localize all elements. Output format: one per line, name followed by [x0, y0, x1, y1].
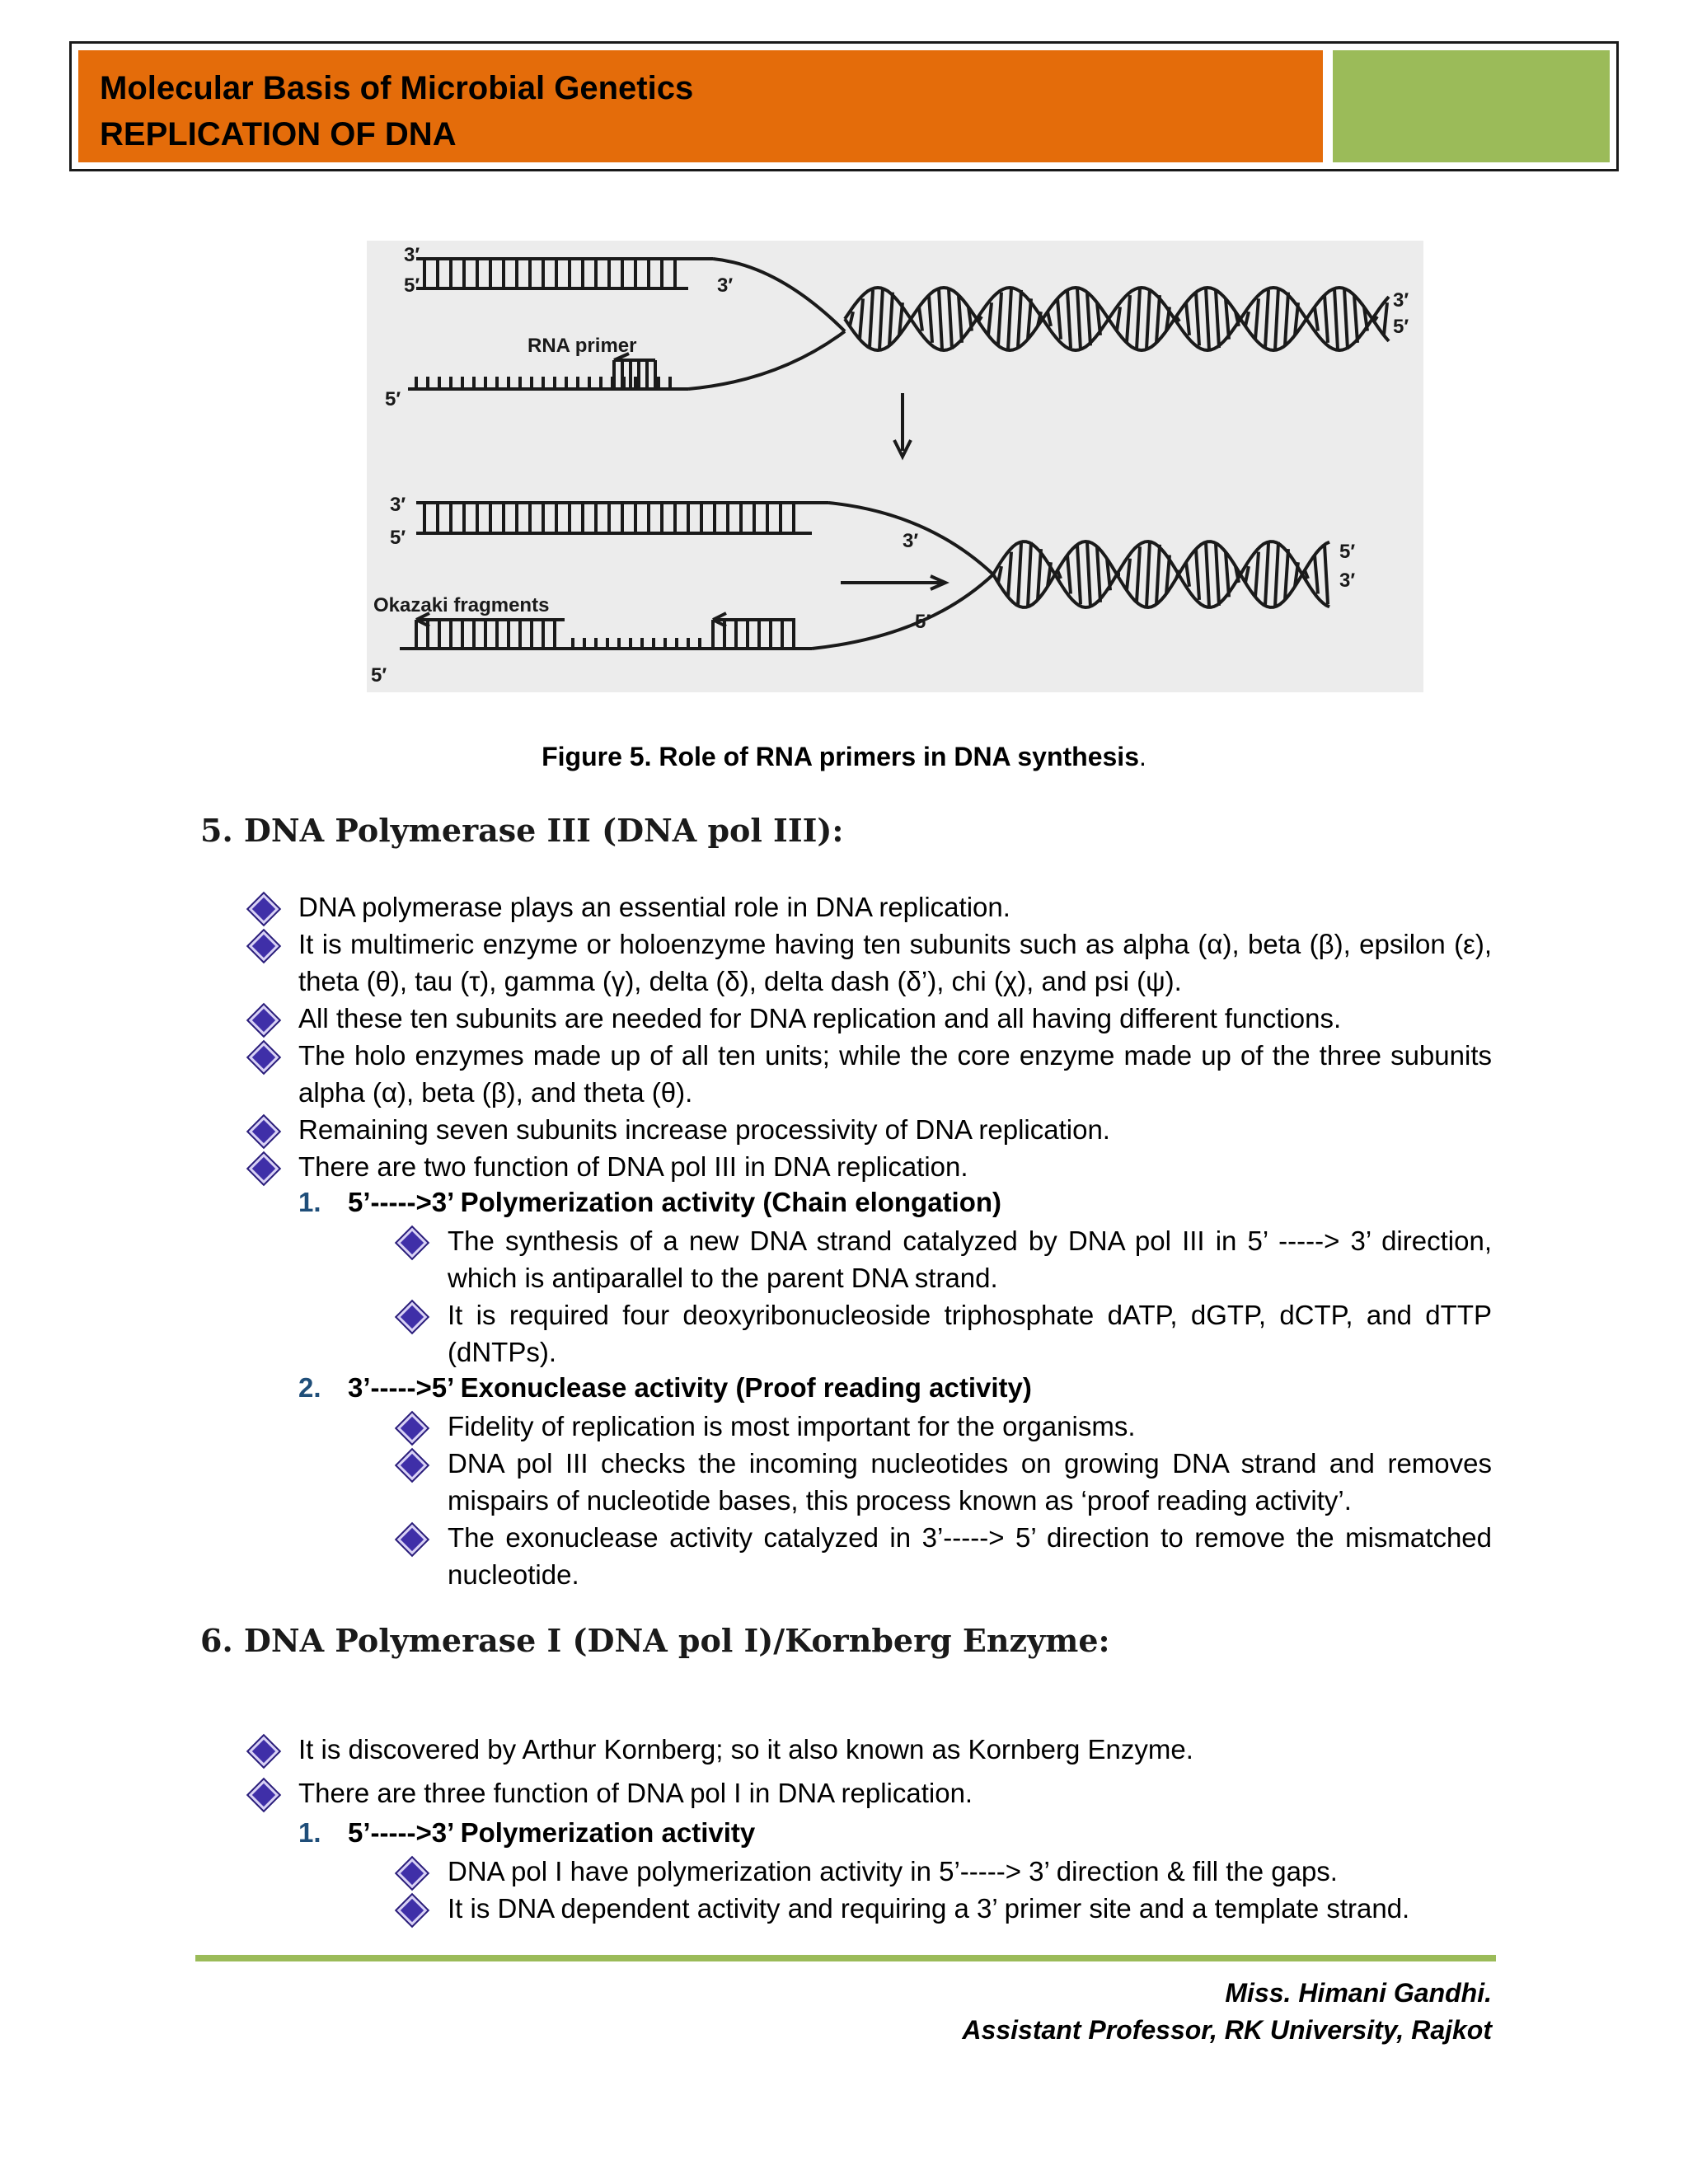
helix-rung — [1216, 543, 1219, 606]
helix-rung — [1216, 290, 1219, 348]
label-3prime-bottom-mid: 3′ — [903, 530, 919, 552]
s6-bullet-1: It is discovered by Arthur Kornberg; so it also known as Kornberg Enzyme. — [298, 1734, 1193, 1765]
helix-rung — [959, 295, 962, 343]
s6-sub1-bullet-2: It is DNA dependent activity and requiring a 3’ primer site and a template strand. — [448, 1893, 1410, 1924]
helix-rung — [1087, 541, 1090, 607]
helix-rung — [1137, 288, 1140, 349]
author-name: Miss. Himani Gandhi. — [1225, 1978, 1492, 2008]
helix-rung — [1028, 298, 1031, 339]
helix-rung — [1028, 542, 1031, 607]
bullet-diamond-icon — [249, 894, 279, 925]
s5-sub1-number: 1. — [298, 1187, 321, 1217]
bullet-diamond-icon — [397, 1858, 428, 1889]
helix-rung — [1186, 302, 1189, 335]
figure-caption — [0, 742, 1688, 772]
header-accent-block — [1333, 50, 1610, 162]
lagging-ticks — [416, 360, 670, 389]
header-topic: REPLICATION OF DNA — [100, 116, 457, 152]
bullet-diamond-icon — [397, 1525, 428, 1555]
s5-bullet-1: DNA polymerase plays an essential role in DNA replication. — [298, 892, 1010, 922]
helix-rung — [1127, 559, 1130, 591]
helix-rung — [998, 293, 1001, 346]
helix-rung — [1206, 542, 1209, 607]
label-3prime-top: 3′ — [404, 244, 420, 266]
helix-rung — [1156, 295, 1160, 343]
s5-sub2-bullet-1: Fidelity of replication is most important for the organisms. — [448, 1411, 1136, 1441]
helix-rung — [1315, 555, 1318, 593]
helix-rung — [879, 288, 883, 350]
helix-rung — [929, 295, 932, 343]
bullet-diamond-icon — [397, 1228, 428, 1258]
fork-lower-arm-bottom — [812, 574, 993, 649]
header-title-block — [78, 50, 1323, 162]
helix-rung — [1196, 549, 1199, 600]
s5-bullet-3: All these ten subunits are needed for DNA replication and all having different functions. — [298, 1003, 1342, 1033]
s6-bullet-2: There are three function of DNA pol I in DNA replication. — [298, 1778, 973, 1808]
helix-rung — [1087, 293, 1090, 346]
label-5prime-bottom-lower: 5′ — [371, 664, 387, 687]
helix-rung — [1226, 552, 1229, 598]
s6-sub1-number: 1. — [298, 1817, 321, 1848]
bullet-diamond-icon — [249, 1043, 279, 1073]
helix-rung — [1196, 293, 1199, 346]
helix-rung — [1008, 288, 1011, 350]
helix-rung — [1146, 541, 1150, 607]
helix-rung — [988, 302, 992, 335]
helix-rung — [1334, 288, 1338, 349]
helix-rung — [1275, 288, 1278, 350]
section-6-heading: 6. DNA Polymerase I (DNA pol I)/Kornberg Enzyme: — [200, 1622, 1110, 1659]
helix-rung — [998, 566, 1001, 583]
replication-fork-diagram — [367, 241, 1423, 692]
s5-bullet-5: Remaining seven subunits increase processivity of DNA replication. — [298, 1114, 1110, 1145]
footer-divider — [195, 1955, 1496, 1961]
bullet-diamond-icon — [249, 1154, 279, 1184]
bullet-diamond-icon — [397, 1896, 428, 1926]
s5-sub2-bullet-3: The exonuclease activity catalyzed in 3’-----> 5’ direction to remove the mismatched nucleotide. — [448, 1522, 1492, 1590]
bullet-diamond-icon — [249, 1117, 279, 1147]
helix-rung — [1325, 545, 1328, 604]
helix-rung — [1067, 555, 1071, 593]
helix-rung — [1265, 543, 1268, 606]
helix-rung — [1156, 545, 1160, 604]
figure-caption-period: . — [1138, 742, 1146, 771]
bullet-diamond-icon — [249, 1005, 279, 1036]
helix-rung — [1008, 552, 1011, 598]
bullet-diamond-icon — [397, 1413, 428, 1444]
helix-rung — [1067, 290, 1071, 348]
helix-rung — [1127, 295, 1130, 343]
s5-sub2-number: 2. — [298, 1372, 321, 1403]
helix-rung — [1057, 298, 1061, 339]
s5-sub2-title: 3’----->5’ Exonuclease activity (Proof reading activity) — [348, 1372, 1032, 1403]
s5-bullet-2: It is multimeric enzyme or holoenzyme having ten subunits such as alpha (α), beta (β), epsilon (ε), theta (θ), tau (τ), gamma (γ), delta (δ), delta dash (δ’), chi (χ), and psi (ψ). — [298, 929, 1492, 996]
bullet-diamond-icon — [397, 1302, 428, 1333]
helix-rung — [1285, 549, 1288, 600]
label-3prime-bottom-right: 3′ — [1339, 569, 1356, 592]
helix-rung — [1206, 288, 1209, 350]
bullet-diamond-icon — [249, 1736, 279, 1767]
helix-rung — [1315, 307, 1318, 330]
s5-sub1-title: 5’----->3’ Polymerization activity (Chain elongation) — [348, 1187, 1002, 1217]
author-role: Assistant Professor, RK University, Rajkot — [962, 2015, 1492, 2045]
section-5-heading: 5. DNA Polymerase III (DNA pol III): — [200, 812, 844, 849]
helix-rung — [1146, 288, 1150, 349]
s6-sub1-title: 5’----->3’ Polymerization activity — [348, 1817, 756, 1848]
label-5prime-top: 5′ — [404, 274, 420, 297]
bullet-diamond-icon — [249, 931, 279, 962]
helix-rung — [1077, 545, 1081, 604]
label-5prime-lower: 5′ — [385, 388, 401, 410]
helix-rung — [1275, 542, 1278, 607]
helix-rung — [1265, 290, 1268, 348]
helix-rung — [1097, 546, 1100, 602]
replication-fork-figure — [367, 241, 1423, 692]
helix-rung — [889, 293, 893, 346]
helix-rung — [1018, 290, 1021, 348]
helix-rung — [939, 288, 942, 349]
header-subject: Molecular Basis of Microbial Genetics — [100, 70, 694, 106]
helix-rung — [1255, 552, 1259, 598]
helix-rung — [1226, 298, 1229, 339]
bullet-diamond-icon — [397, 1451, 428, 1481]
helix-rung — [1117, 307, 1120, 330]
helix-rung — [1255, 298, 1259, 339]
label-5prime-right: 5′ — [1393, 316, 1409, 338]
helix-rung — [1245, 566, 1249, 583]
bullet-diamond-icon — [249, 1780, 279, 1811]
label-okazaki-fragments: Okazaki fragments — [373, 594, 550, 616]
helix-rung — [1384, 302, 1387, 335]
s5-sub1-bullet-1: The synthesis of a new DNA strand catalyzed by DNA pol III in 5’ -----> 3’ direction, which is antiparallel to the parent DNA strand. — [448, 1226, 1492, 1293]
base-pair-rungs-bottom — [416, 503, 794, 649]
helix-rung — [1137, 546, 1140, 602]
helix-rung — [949, 288, 952, 349]
label-3prime-bottom-top: 3′ — [390, 494, 406, 516]
header-banner — [69, 41, 1619, 171]
helix-rung — [1325, 295, 1328, 343]
s5-bullet-6: There are two function of DNA pol III in DNA replication. — [298, 1151, 968, 1182]
label-5prime-bottom-mid: 5′ — [915, 611, 931, 633]
helix-rungs — [850, 288, 1387, 350]
label-3prime-mid: 3′ — [717, 274, 734, 297]
helix-rung — [870, 290, 873, 348]
label-5prime-bottom-right: 5′ — [1339, 541, 1356, 563]
s6-sub1-bullet-1: DNA pol I have polymerization activity in 5’-----> 3’ direction & fill the gaps. — [448, 1856, 1338, 1886]
label-rna-primer: RNA primer — [528, 335, 637, 357]
helix-rung — [1038, 549, 1041, 600]
label-3prime-right: 3′ — [1393, 289, 1409, 312]
base-pair-rungs — [424, 259, 675, 288]
helix-rung — [1186, 562, 1189, 586]
s5-bullet-4: The holo enzymes made up of all ten units; while the core enzyme made up of the three subunits alpha (α), beta (β), and theta (θ). — [298, 1040, 1492, 1108]
figure-caption-text: Figure 5. Role of RNA primers in DNA synthesis — [542, 742, 1139, 771]
fork-lower-arm — [688, 331, 845, 389]
helix-rung — [1285, 293, 1288, 346]
helix-rung — [1354, 295, 1357, 343]
helix-rung — [1077, 288, 1081, 350]
helix-rung — [860, 298, 863, 339]
helix-rung — [1018, 543, 1021, 606]
helix-rung — [919, 307, 922, 330]
s5-sub1-bullet-2: It is required four deoxyribonucleoside triphosphate dATP, dGTP, dCTP, and dTTP (dNTPs). — [448, 1300, 1492, 1367]
s5-sub2-bullet-2: DNA pol III checks the incoming nucleotides on growing DNA strand and removes mispairs of nucleotide bases, this process known as ‘proof reading activity’. — [448, 1448, 1492, 1516]
helix-rung — [1344, 288, 1348, 349]
label-5prime-bottom-top: 5′ — [390, 527, 406, 549]
